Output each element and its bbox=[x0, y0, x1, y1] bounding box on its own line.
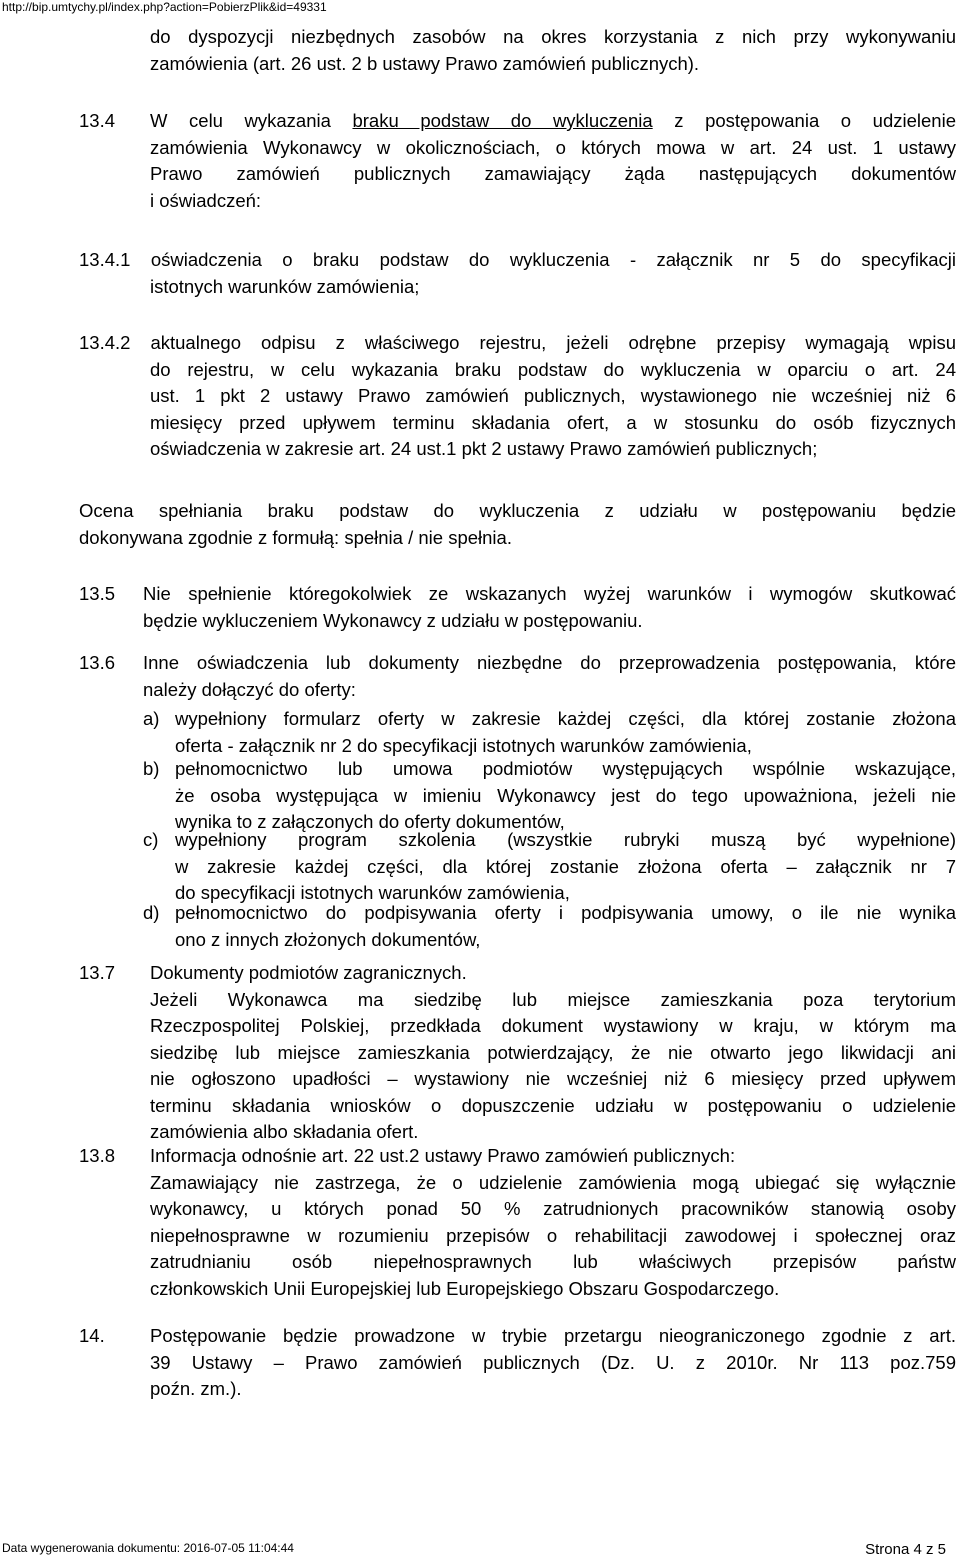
list-item-d bbox=[175, 900, 956, 953]
section-number-13-7: 13.7 bbox=[79, 962, 116, 983]
text-line: do specyfikacji istotnych warunków zamówienia, bbox=[175, 882, 570, 903]
evaluation-paragraph bbox=[79, 498, 956, 551]
section-number-14: 14. bbox=[79, 1325, 105, 1346]
text-line: pełnomocnictwo do podpisywania oferty i podpisywania umowy, o ile nie wynika bbox=[175, 902, 956, 923]
text-line: będzie wykluczeniem Wykonawcy z udziału w postępowaniu. bbox=[143, 609, 643, 631]
text-line: istotnych warunków zamówienia; bbox=[150, 275, 420, 297]
text-line: poźn. zm.). bbox=[150, 1378, 242, 1399]
section-13-5-text bbox=[143, 581, 956, 634]
text-line: Inne oświadczenia lub dokumenty niezbędne do przeprowadzenia postępowania, które bbox=[143, 652, 956, 673]
text-line: pełnomocnictwo lub umowa podmiotów występujących wspólnie wskazujące, bbox=[175, 758, 956, 779]
section-number-13-4: 13.4 bbox=[79, 110, 116, 131]
text-line: że osoba występująca w imieniu Wykonawcy jest do tego upoważniona, jeżeli nie bbox=[175, 784, 956, 806]
text-line: Nie spełnienie któregokolwiek ze wskazanych wyżej warunków i wymogów skutkować bbox=[143, 583, 956, 604]
text-line: oświadczenia w zakresie art. 24 ust.1 pkt 2 ustawy Prawo zamówień publicznych; bbox=[150, 438, 818, 459]
text-line: Ocena spełniania braku podstaw do wykluczenia z udziału w postępowaniu będzie bbox=[79, 500, 956, 521]
text-line: w zakresie każdej części, dla której zostanie złożona oferta – załącznik nr 7 bbox=[175, 855, 956, 877]
section-number-13-8: 13.8 bbox=[79, 1145, 116, 1166]
intro-paragraph bbox=[150, 24, 956, 77]
list-marker-c: c) bbox=[143, 829, 159, 850]
text-line: zamówienia Wykonawcy w okolicznościach, o których mowa w art. 24 ust. 1 ustawy bbox=[150, 136, 956, 158]
section-13-7-text bbox=[150, 960, 956, 1146]
text-line: Prawo zamówień publicznych zamawiający żąda następujących dokumentów bbox=[150, 163, 956, 184]
text-line: nie ogłoszono upadłości – wystawiony nie wcześniej niż 6 miesięcy przed upływem bbox=[150, 1068, 956, 1089]
list-item-c bbox=[175, 827, 956, 907]
text-line: oferta - załącznik nr 2 do specyfikacji istotnych warunków zamówienia, bbox=[175, 734, 752, 756]
text-line: i oświadczeń: bbox=[150, 189, 262, 211]
text-line: ust. 1 pkt 2 ustawy Prawo zamówień publicznych, wystawionego nie wcześniej niż 6 bbox=[150, 385, 956, 406]
section-14-text bbox=[150, 1323, 956, 1403]
text-line: 13.4.2 aktualnego odpisu z właściwego rejestru, jeżeli odrębne przepisy wymagają wpisu bbox=[79, 332, 956, 353]
text-line: wykonawcy, u których ponad 50 % zatrudnionych pracowników stanowią osoby bbox=[150, 1198, 956, 1219]
section-13-4-1 bbox=[79, 247, 956, 300]
text-line: wynika to z załączonych do oferty dokumentów, bbox=[175, 811, 565, 832]
section-13-8-text bbox=[150, 1143, 956, 1302]
text-line: terminu składania wniosków o dopuszczenie udziału w postępowaniu o udzielenie bbox=[150, 1094, 956, 1116]
text-line: wypełniony program szkolenia (wszystkie rubryki muszą być wypełnione) bbox=[175, 829, 956, 850]
text-line: Dokumenty podmiotów zagranicznych. bbox=[150, 962, 467, 983]
text-line: 39 Ustawy – Prawo zamówień publicznych (Dz. U. z 2010r. Nr 113 poz.759 bbox=[150, 1351, 956, 1373]
list-marker-d: d) bbox=[143, 902, 160, 923]
text-line: Informacja odnośnie art. 22 ust.2 ustawy Prawo zamówień publicznych: bbox=[150, 1145, 736, 1166]
text-line: miesięcy przed upływem terminu składania ofert, a w stosunku do osób fizycznych bbox=[150, 411, 956, 433]
underlined-phrase: braku podstaw do wykluczenia bbox=[352, 110, 653, 131]
section-number-13-5: 13.5 bbox=[79, 583, 116, 604]
text-line: Zamawiający nie zastrzega, że o udzielenie zamówienia mogą ubiegać się wyłącznie bbox=[150, 1171, 956, 1193]
text-line: do rejestru, w celu wykazania braku podstaw do wykluczenia w oparciu o art. 24 bbox=[150, 358, 956, 380]
text-line: Postępowanie będzie prowadzone w trybie przetargu nieograniczonego zgodnie z art. bbox=[150, 1325, 956, 1346]
generation-date: Data wygenerowania dokumentu: 2016-07-05 11:04:44 bbox=[2, 1541, 294, 1555]
section-13-4-text bbox=[150, 108, 956, 214]
text-line: siedzibę lub miejsce zamieszkania potwierdzający, że nie otwarto jego likwidacji ani bbox=[150, 1041, 956, 1063]
text-line: wypełniony formularz oferty w zakresie każdej części, dla której zostanie złożona bbox=[175, 708, 956, 729]
text-line: Rzeczpospolitej Polskiej, przedkłada dokument wystawiony w kraju, w którym ma bbox=[150, 1015, 956, 1036]
text-line: dokonywana zgodnie z formułą: spełnia / nie spełnia. bbox=[79, 526, 512, 548]
text-line: 13.4.1 oświadczenia o braku podstaw do wykluczenia - załącznik nr 5 do specyfikacji bbox=[79, 249, 956, 270]
page-url: http://bip.umtychy.pl/index.php?action=PobierzPlik&id=49331 bbox=[2, 0, 327, 14]
text-line: W celu wykazania braku podstaw do wykluczenia z postępowania o udzielenie bbox=[150, 110, 956, 131]
list-marker-a: a) bbox=[143, 708, 160, 729]
list-item-b bbox=[175, 756, 956, 836]
text-line: do dyspozycji niezbędnych zasobów na okres korzystania z nich przy wykonywaniu bbox=[150, 26, 956, 47]
list-item-a bbox=[175, 706, 956, 759]
text-line: zatrudnianiu osób niepełnosprawnych lub właściwych przepisów państw bbox=[150, 1251, 956, 1272]
section-number-13-6: 13.6 bbox=[79, 652, 116, 673]
section-13-6-text bbox=[143, 650, 956, 703]
text-line: członkowskich Unii Europejskiej lub Europejskiego Obszaru Gospodarczego. bbox=[150, 1277, 780, 1299]
page-number: Strona 4 z 5 bbox=[865, 1541, 946, 1558]
text-line: zamówienia (art. 26 ust. 2 b ustawy Prawo zamówień publicznych). bbox=[150, 52, 700, 74]
text-line: ono z innych złożonych dokumentów, bbox=[175, 928, 481, 950]
text-line: niepełnosprawne w rozumieniu przepisów o rehabilitacji zawodowej i społecznej oraz bbox=[150, 1224, 956, 1246]
text-line: zamówienia albo składania ofert. bbox=[150, 1121, 419, 1142]
text-line: należy dołączyć do oferty: bbox=[143, 678, 356, 700]
text-line: Jeżeli Wykonawca ma siedzibę lub miejsce zamieszkania poza terytorium bbox=[150, 988, 956, 1010]
list-marker-b: b) bbox=[143, 758, 160, 779]
section-13-4-2 bbox=[79, 330, 956, 463]
